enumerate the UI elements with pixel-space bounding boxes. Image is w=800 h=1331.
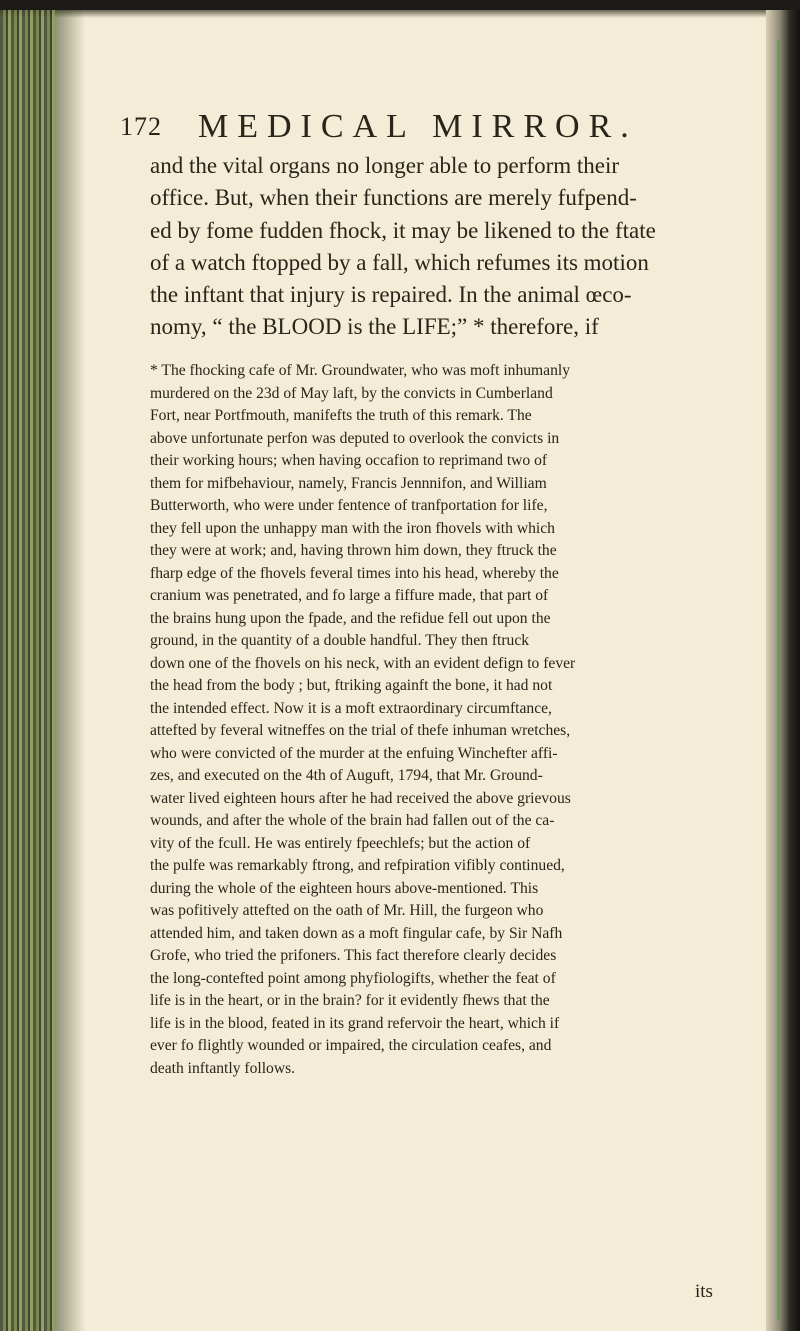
body-line: office. But, when their functions are merely fufpend-	[150, 185, 637, 211]
page-right-edge	[766, 10, 800, 1331]
page-edge-stripe	[777, 40, 780, 1320]
footnote	[150, 360, 756, 1080]
body-line: nomy, “ the BLOOD is the LIFE;” * therefore, if	[150, 314, 599, 340]
footnote-line: who were convicted of the murder at the enfuing Winchefter affi-	[150, 744, 558, 762]
footnote-line: down one of the fhovels on his neck, with an evident defign to fever	[150, 654, 576, 672]
book-binding	[0, 10, 55, 1331]
footnote-line: they were at work; and, having thrown him down, they ftruck the	[150, 542, 557, 559]
footnote-line: they fell upon the unhappy man with the iron fhovels with which	[150, 519, 555, 537]
footnote-line: the pulfe was remarkably ftrong, and refpiration vifibly continued,	[150, 857, 565, 874]
page-number: 172	[120, 112, 162, 141]
catchword: its	[695, 1281, 713, 1302]
footnote-line: the intended effect. Now it is a moft extraordinary circumftance,	[150, 699, 552, 717]
footnote-line: zes, and executed on the 4th of Auguft, 1794, that Mr. Ground-	[150, 767, 543, 784]
footnote-line: fharp edge of the fhovels feveral times into his head, whereby the	[150, 564, 559, 582]
footnote-line: their working hours; when having occafion to reprimand two of	[150, 452, 548, 469]
running-title: MEDICAL MIRROR.	[198, 108, 638, 145]
page-top-edge	[0, 0, 800, 10]
body-line: ed by fome fudden fhock, it may be likened to the ftate	[150, 217, 656, 243]
footnote-line: attefted by feveral witneffes on the trial of thefe inhuman wretches,	[150, 722, 571, 739]
footnote-line: ever fo flightly wounded or impaired, the circulation ceafes, and	[150, 1037, 552, 1054]
footnote-line: Fort, near Portfmouth, manifefts the truth of this remark. The	[150, 407, 532, 424]
footnote-line: wounds, and after the whole of the brain had fallen out of the ca-	[150, 812, 555, 829]
footnote-line: murdered on the 23d of May laft, by the convicts in Cumberland	[150, 384, 553, 402]
footnote-line: ground, in the quantity of a double handful. They then ftruck	[150, 632, 530, 649]
page-shadow	[0, 10, 800, 18]
footnote-line: Butterworth, who were under fentence of tranfportation for life,	[150, 497, 548, 514]
page-header	[120, 108, 760, 148]
footnote-line: the long-contefted point among phyfiologifts, whether the feat of	[150, 969, 556, 987]
body-line: and the vital organs no longer able to perform their	[150, 153, 620, 178]
body-line: the inftant that injury is repaired. In the animal œco-	[150, 282, 632, 308]
footnote-line: Grofe, who tried the prifoners. This fact therefore clearly decides	[150, 947, 557, 964]
footnote-line: attended him, and taken down as a moft fingular cafe, by Sir Nafh	[150, 924, 563, 942]
footnote-line: the brains hung upon the fpade, and the refidue fell out upon the	[150, 609, 551, 627]
footnote-line: water lived eighteen hours after he had received the above grievous	[150, 789, 571, 807]
footnote-line: vity of the fcull. He was entirely fpeechlefs; but the action of	[150, 834, 531, 852]
footnote-line: death inftantly follows.	[150, 1059, 296, 1077]
footnote-line: above unfortunate perfon was deputed to overlook the convicts in	[150, 429, 560, 447]
footnote-line: was pofitively attefted on the oath of Mr. Hill, the furgeon who	[150, 902, 544, 919]
footnote-line: during the whole of the eighteen hours above-mentioned. This	[150, 879, 539, 897]
footnote-line: life is in the blood, feated in its grand refervoir the heart, which if	[150, 1014, 560, 1032]
footnote-line: cranium was penetrated, and fo large a fiffure made, that part of	[150, 587, 549, 604]
body-line: of a watch ftopped by a fall, which refumes its motion	[150, 249, 649, 275]
footnote-line: them for mifbehaviour, namely, Francis Jennnifon, and William	[150, 474, 547, 492]
footnote-line: the head from the body ; but, ftriking againft the bone, it had not	[150, 677, 553, 694]
footnote-line: life is in the heart, or in the brain? for it evidently fhews that the	[150, 992, 550, 1009]
binding-shadow	[55, 10, 85, 1331]
body-paragraph	[150, 150, 750, 344]
footnote-line: * The fhocking cafe of Mr. Groundwater, who was moft inhumanly	[150, 362, 571, 379]
